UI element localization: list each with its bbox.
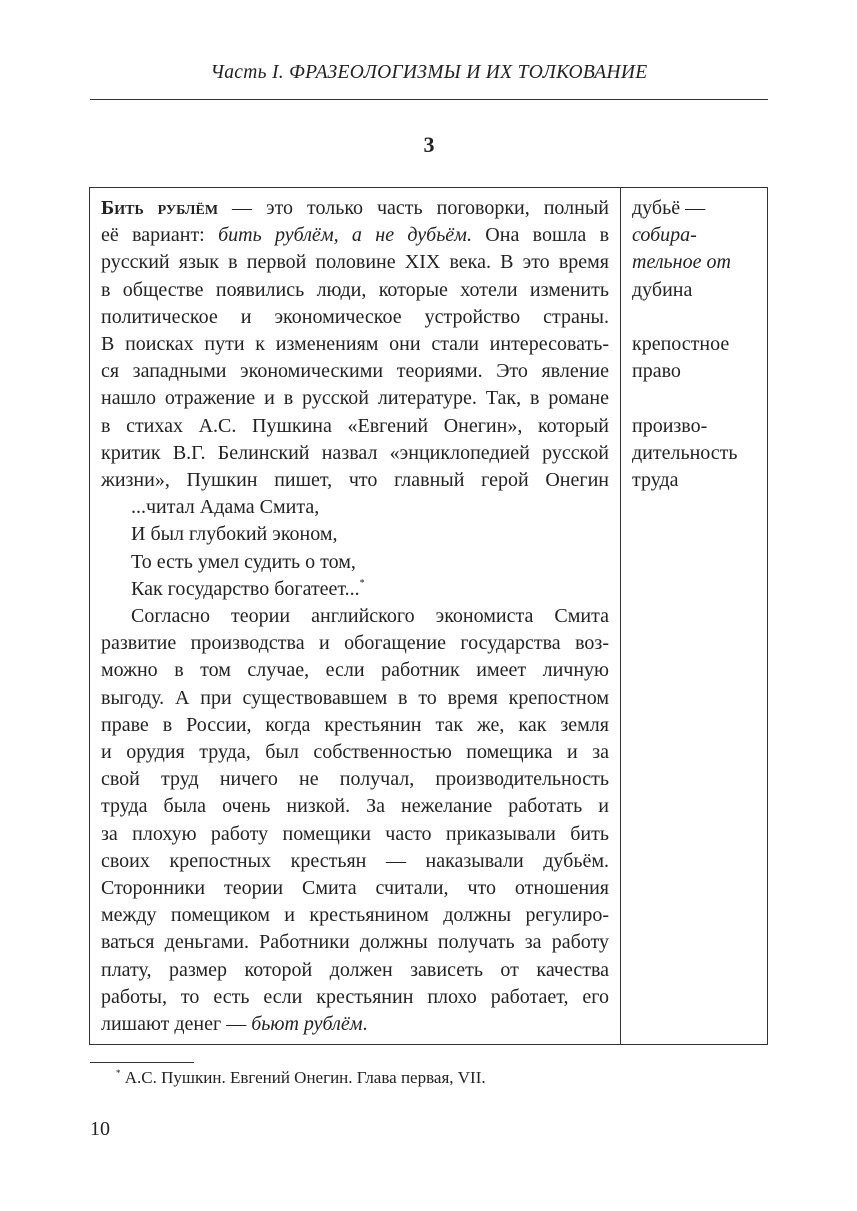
footnote-mark: * <box>116 1068 121 1078</box>
section-number: 3 <box>423 132 435 157</box>
gloss-entry-productivity: произво- дительность труда <box>632 414 738 491</box>
header-rule <box>90 99 768 100</box>
text-line: в обществе появились люди, которые хотели изменить <box>101 278 609 301</box>
column-divider <box>620 187 621 1045</box>
verse-line: То есть умел судить о том, <box>131 550 356 573</box>
glossary-column <box>632 195 764 521</box>
text-line: нашло отражение и в русской литературе. Так, в романе <box>101 387 609 410</box>
main-text-column <box>101 195 609 1038</box>
text-line: Согласно теории английского экономиста Смита <box>131 605 609 628</box>
text-line: выгоду. А при существовавшем в то время крепостном <box>101 686 609 709</box>
text-line: Бить рублём — это только часть поговорки, полный <box>101 197 609 219</box>
text-line: ваться деньгами. Работники должны получать за работу <box>101 931 609 954</box>
footnote-mark: * <box>359 577 365 589</box>
page-number: 10 <box>90 1118 110 1140</box>
footnote-rule <box>90 1062 194 1063</box>
headword: Бить рублём <box>101 197 219 219</box>
text-line: труда была очень низкой. За нежелание работать и <box>101 795 609 818</box>
text-line: политическое и экономическое устройство страны. <box>101 305 609 328</box>
text-line: в стихах А.С. Пушкина «Евгений Онегин», который <box>101 414 609 437</box>
text-line: развитие производства и обогащение государства воз- <box>101 632 609 655</box>
text-line: за плохую работу помещики часто приказывали бить <box>101 822 609 845</box>
verse-line: Как государство богатеет...* <box>131 577 365 600</box>
text-line: ся западными экономическими теориями. Это явление <box>101 360 609 383</box>
footnote: * А.С. Пушкин. Евгений Онегин. Глава первая, VII. <box>116 1068 486 1087</box>
text-line: между помещиком и крестьянином должны регулиро- <box>101 904 609 927</box>
text-line: плату, размер которой должен зависеть от качества <box>101 958 609 981</box>
text-line: и орудия труда, был собственностью помещика и за <box>101 741 609 764</box>
verse-line: И был глубокий эконом, <box>131 523 338 546</box>
text-line: В поисках пути к изменениям они стали интересовать- <box>101 333 609 356</box>
text-line: её вариант: бить рублём, а не дубьём. Она вошла в <box>101 224 610 247</box>
text-line: критик В.Г. Белинский назвал «энциклопедией русской <box>101 441 609 464</box>
idiom-reference: бьют рублём <box>251 1013 363 1036</box>
text-line: Сторонники теории Смита считали, что отношения <box>101 877 609 900</box>
running-head: Часть I. ФРАЗЕОЛОГИЗМЫ И ИХ ТОЛКОВАНИЕ <box>210 62 648 83</box>
text-line: своих крепостных крестьян — наказывали дубьём. <box>101 849 609 872</box>
text-line: жизни», Пушкин пишет, что главный герой Онегин <box>101 469 609 492</box>
text-line: лишают денег — бьют рублём. <box>101 1013 368 1036</box>
idiom-full-form: бить рублём, а не дубьём. <box>218 224 472 247</box>
gloss-entry-dubyo: дубьё — собира- тельное от дубина <box>632 197 731 301</box>
text-line: можно в том случае, если работник имеет личную <box>101 659 609 682</box>
text-line: русский язык в первой половине XIX века. В это время <box>101 251 609 274</box>
text-line: праве в России, когда крестьянин так же, как земля <box>101 713 609 736</box>
verse-line: ...читал Адама Смита, <box>131 496 320 519</box>
gloss-entry-serfdom: крепостное право <box>632 333 730 383</box>
text-line: работы, то есть если крестьянин плохо работает, его <box>101 985 609 1008</box>
text-line: свой труд ничего не получал, производительность <box>101 768 609 791</box>
